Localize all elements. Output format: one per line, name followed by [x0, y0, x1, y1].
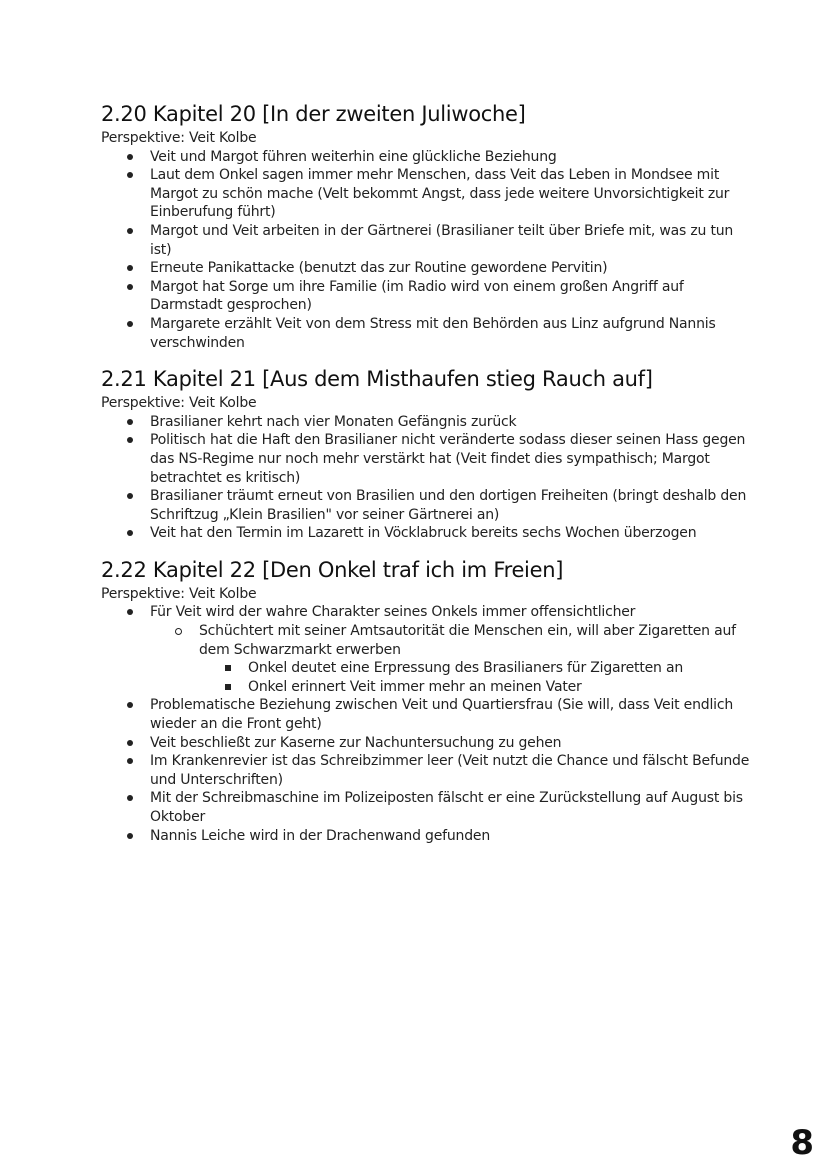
- list-item-text: Für Veit wird der wahre Charakter seines Onkels immer offensichtlicher: [150, 604, 636, 621]
- subsub-list-item: Onkel deutet eine Erpressung des Brasilianers für Zigaretten an: [199, 659, 751, 678]
- list-item: Im Krankenrevier ist das Schreibzimmer leer (Veit nutzt die Chance und fälscht Befunde und Unterschriften): [101, 752, 751, 789]
- sub-list-item: [150, 622, 751, 696]
- list-item: Laut dem Onkel sagen immer mehr Menschen, dass Veit das Leben in Mondsee mit Margot zu schön mache (Velt bekommt Angst, dass jede weitere Unvorsichtigkeit zur Einberufung führt): [101, 166, 751, 222]
- section-kapitel-21: [101, 364, 751, 543]
- section-heading: 2.22 Kapitel 22 [Den Onkel traf ich im Freien]: [101, 557, 564, 582]
- sub-list-item-text: Schüchtert mit seiner Amtsautorität die Menschen ein, will aber Zigaretten auf dem Schwarzmarkt erwerben: [199, 623, 736, 658]
- list-item: Margot und Veit arbeiten in der Gärtnerei (Brasilianer teilt über Briefe mit, was zu tun ist): [101, 222, 751, 259]
- list-item: Veit hat den Termin im Lazarett in Vöcklabruck bereits sechs Wochen überzogen: [101, 524, 751, 543]
- bullet-list: [101, 603, 751, 845]
- perspective-line: Perspektive: Veit Kolbe: [101, 585, 257, 602]
- list-item: Mit der Schreibmaschine im Polizeiposten fälscht er eine Zurückstellung auf August bis Oktober: [101, 789, 751, 826]
- list-item: Politisch hat die Haft den Brasilianer nicht veränderte sodass dieser seinen Hass gegen das NS-Regime nur noch mehr verstärkt hat (Veit findet dies sympathisch; Margot betrachtet es kritisch): [101, 431, 751, 487]
- sub-bullet-list: [150, 622, 751, 696]
- list-item: Erneute Panikattacke (benutzt das zur Routine gewordene Pervitin): [101, 259, 751, 278]
- list-item: Veit beschließt zur Kaserne zur Nachuntersuchung zu gehen: [101, 734, 751, 753]
- bullet-list: [101, 413, 751, 543]
- subsub-bullet-list: [199, 659, 751, 696]
- section-kapitel-20: [101, 99, 751, 352]
- list-item: Brasilianer kehrt nach vier Monaten Gefängnis zurück: [101, 413, 751, 432]
- list-item: Margot hat Sorge um ihre Familie (im Radio wird von einem großen Angriff auf Darmstadt gesprochen): [101, 278, 751, 315]
- perspective-line: Perspektive: Veit Kolbe: [101, 395, 257, 412]
- section-kapitel-22: [101, 555, 751, 845]
- list-item: Problematische Beziehung zwischen Veit und Quartiersfrau (Sie will, dass Veit endlich wieder an die Front geht): [101, 696, 751, 733]
- list-item: Margarete erzählt Veit von dem Stress mit den Behörden aus Linz aufgrund Nannis verschwinden: [101, 315, 751, 352]
- page-number: 8: [790, 1123, 814, 1163]
- section-heading: 2.20 Kapitel 20 [In der zweiten Juliwoche]: [101, 102, 526, 126]
- list-item: Nannis Leiche wird in der Drachenwand gefunden: [101, 827, 751, 846]
- bullet-list: [101, 148, 751, 353]
- perspective-line: Perspektive: Veit Kolbe: [101, 130, 257, 146]
- list-item: Brasilianer träumt erneut von Brasilien und den dortigen Freiheiten (bringt deshalb den Schriftzug „Klein Brasilien" vor seiner Gärtnerei an): [101, 487, 751, 524]
- list-item: [101, 603, 751, 696]
- document-page: [101, 99, 751, 857]
- list-item: Veit und Margot führen weiterhin eine glückliche Beziehung: [101, 148, 751, 167]
- subsub-list-item: Onkel erinnert Veit immer mehr an meinen Vater: [199, 678, 751, 697]
- section-heading: 2.21 Kapitel 21 [Aus dem Misthaufen stieg Rauch auf]: [101, 367, 653, 392]
